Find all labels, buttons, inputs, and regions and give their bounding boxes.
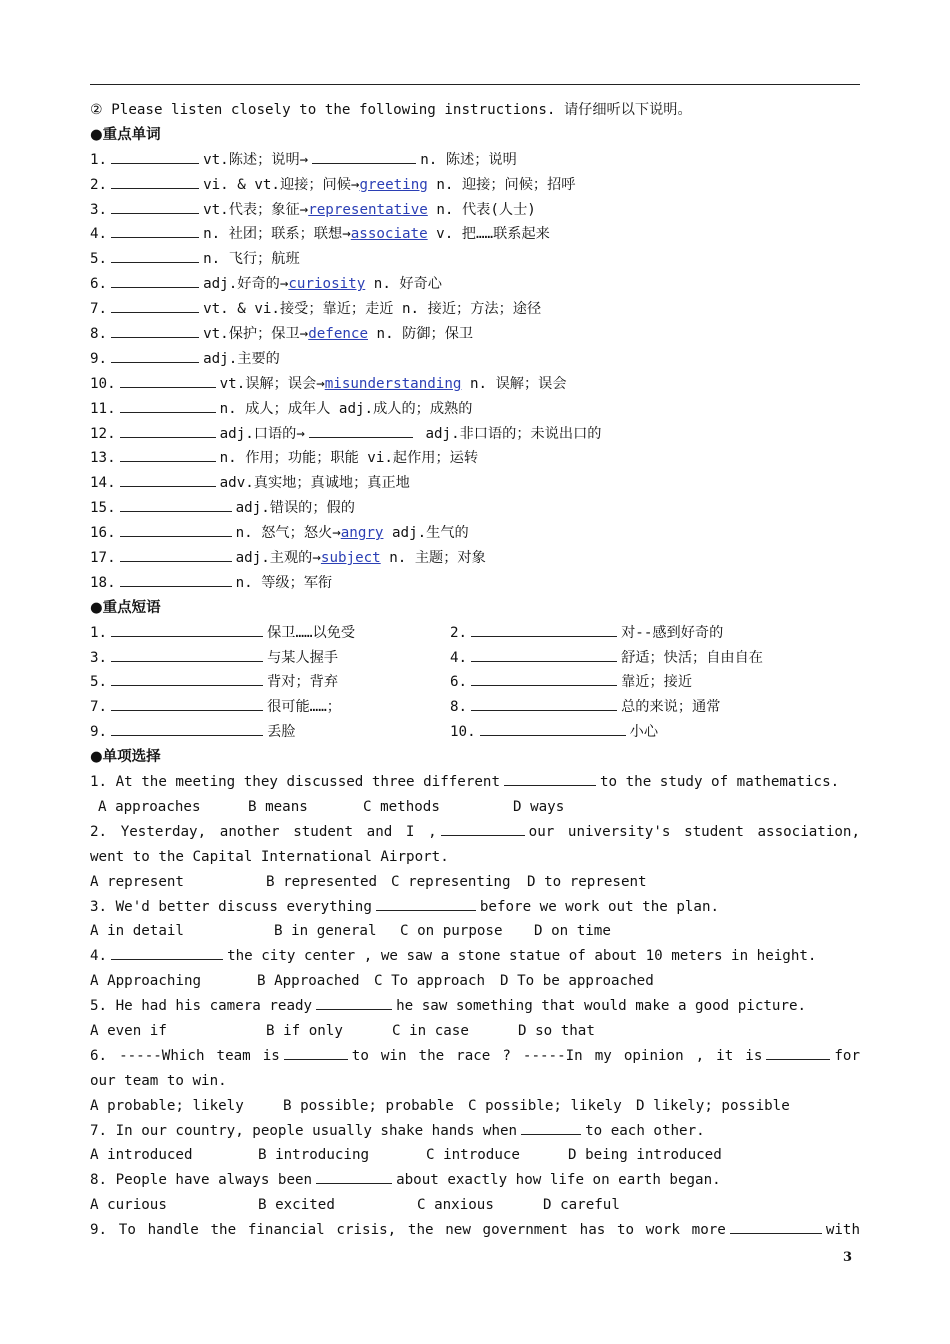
- phrase-row: [90, 720, 860, 745]
- option-d[interactable]: D to represent: [527, 873, 647, 890]
- phrase-right: [450, 621, 723, 646]
- phrase-meaning: 总的来说；通常: [621, 699, 721, 716]
- question-6-options: [90, 1094, 860, 1119]
- related-word-meaning: adj.生气的: [383, 525, 469, 542]
- related-word-meaning: n. 好奇心: [365, 276, 442, 293]
- option-c[interactable]: C possible; likely: [468, 1097, 622, 1114]
- phrase-number: 7.: [90, 699, 108, 716]
- answer-blank[interactable]: [376, 895, 476, 911]
- question-2-options: [90, 870, 860, 895]
- word-number: 8.: [90, 326, 108, 343]
- answer-blank[interactable]: [111, 322, 199, 338]
- related-word-link[interactable]: representative: [308, 201, 428, 218]
- phrase-meaning: 很可能……；: [267, 699, 341, 716]
- option-a[interactable]: A approaches: [98, 798, 201, 815]
- answer-blank[interactable]: [471, 695, 617, 711]
- question-9: 9. To handle the financial crisis, the new government has to work more with: [90, 1218, 860, 1243]
- related-word-meaning: n. 防御；保卫: [368, 326, 474, 343]
- word-meaning: vt.陈述；说明→: [203, 151, 309, 168]
- answer-blank[interactable]: [120, 471, 216, 487]
- option-a[interactable]: A Approaching: [90, 973, 202, 990]
- word-number: 5.: [90, 251, 108, 268]
- question-8: 8. People have always been about exactly how life on earth began.: [90, 1168, 860, 1193]
- answer-blank[interactable]: [471, 621, 617, 637]
- word-meaning: vt.保护；保卫→: [203, 326, 309, 343]
- word-number: 3.: [90, 201, 108, 218]
- related-word-link[interactable]: associate: [350, 226, 428, 243]
- answer-blank[interactable]: [111, 720, 263, 736]
- intro-line: ② Please listen closely to the following instructions. 请仔细听以下说明。: [90, 102, 692, 118]
- phrase-meaning: 丢脸: [267, 724, 296, 741]
- word-item: [90, 372, 860, 397]
- phrase-right: [450, 720, 658, 745]
- phrase-right: [450, 646, 763, 671]
- question-6-line-1: 6. -----Which team is to win the race ? -----In my opinion , it is for: [90, 1044, 860, 1069]
- phrase-row: [90, 646, 860, 671]
- word-item: [90, 148, 860, 173]
- answer-blank[interactable]: [120, 571, 232, 587]
- related-word-link[interactable]: greeting: [359, 176, 428, 193]
- word-number: 11.: [90, 400, 116, 417]
- phrase-number: 4.: [450, 649, 468, 666]
- answer-blank[interactable]: [111, 148, 199, 164]
- question-4-options: [90, 969, 860, 994]
- question-3-options: [90, 919, 860, 944]
- question-4: 4. the city center , we saw a stone statue of about 10 meters in height.: [90, 944, 860, 969]
- answer-blank[interactable]: [111, 347, 199, 363]
- answer-blank[interactable]: [111, 272, 199, 288]
- related-word-link[interactable]: defence: [308, 326, 368, 343]
- option-d[interactable]: D careful: [543, 1197, 620, 1214]
- phrase-number: 10.: [450, 724, 476, 741]
- question-7-options: [90, 1143, 860, 1168]
- answer-blank[interactable]: [316, 1168, 392, 1184]
- word-item: [90, 222, 860, 247]
- option-a[interactable]: A curious: [90, 1197, 167, 1214]
- phrase-meaning: 对--感到好奇的: [621, 624, 724, 641]
- word-meaning: vi. & vt.迎接；问候→: [203, 176, 360, 193]
- phrase-meaning: 靠近；接近: [621, 674, 693, 691]
- option-a[interactable]: A represent: [90, 873, 184, 890]
- word-number: 7.: [90, 301, 108, 318]
- answer-blank[interactable]: [312, 148, 416, 164]
- word-item: [90, 322, 860, 347]
- word-meaning: adj.主观的→: [235, 550, 321, 567]
- option-a[interactable]: A in detail: [90, 923, 184, 940]
- phrase-number: 1.: [90, 624, 108, 641]
- phrase-meaning: 背对；背弃: [267, 674, 339, 691]
- word-item: [90, 471, 860, 496]
- option-a[interactable]: A even if: [90, 1022, 167, 1039]
- question-1-options: [90, 795, 860, 820]
- answer-blank[interactable]: [120, 372, 216, 388]
- word-item: [90, 422, 860, 447]
- word-number: 12.: [90, 425, 116, 442]
- word-number: 13.: [90, 450, 116, 467]
- word-item: [90, 247, 860, 272]
- word-meaning: adj.口语的→: [219, 425, 305, 442]
- answer-blank[interactable]: [284, 1044, 348, 1060]
- answer-blank[interactable]: [111, 695, 263, 711]
- word-item: [90, 297, 860, 322]
- word-meaning: vt. & vi.接受；靠近；走近 n. 接近；方法；途径: [203, 301, 542, 318]
- phrase-row: [90, 670, 860, 695]
- word-meaning: vt.误解；误会→: [219, 375, 325, 392]
- question-6-line-2: our team to win.: [90, 1072, 227, 1089]
- word-number: 6.: [90, 276, 108, 293]
- option-b[interactable]: B introducing: [258, 1147, 370, 1164]
- option-b[interactable]: B if only: [266, 1022, 343, 1039]
- word-item: [90, 496, 860, 521]
- section-phrases-heading: ●重点短语: [90, 599, 161, 616]
- option-b[interactable]: B excited: [258, 1197, 335, 1214]
- phrase-number: 2.: [450, 624, 468, 641]
- answer-blank[interactable]: [471, 670, 617, 686]
- option-c[interactable]: C introduce: [426, 1147, 520, 1164]
- word-number: 9.: [90, 350, 108, 367]
- answer-blank[interactable]: [120, 521, 232, 537]
- word-number: 16.: [90, 525, 116, 542]
- word-number: 17.: [90, 550, 116, 567]
- word-item: [90, 397, 860, 422]
- word-meaning: adj.错误的；假的: [235, 500, 355, 517]
- phrase-number: 6.: [450, 674, 468, 691]
- related-word-meaning: n. 迎接；问候；招呼: [427, 176, 576, 193]
- related-word-meaning: n. 主题；对象: [380, 550, 486, 567]
- phrase-right: [450, 670, 692, 695]
- page-number: 3: [843, 1250, 853, 1265]
- answer-blank[interactable]: [120, 422, 216, 438]
- phrases-list: [90, 621, 860, 745]
- question-2-line-1: 2. Yesterday, another student and I , our university's student association,: [90, 820, 860, 845]
- answer-blank[interactable]: [120, 446, 216, 462]
- words-list: [90, 148, 860, 596]
- related-word-link[interactable]: misunderstanding: [324, 375, 462, 392]
- answer-blank[interactable]: [730, 1218, 822, 1234]
- question-1: 1. At the meeting they discussed three different to the study of mathematics.: [90, 770, 860, 795]
- answer-blank[interactable]: [309, 422, 413, 438]
- word-meaning: n. 作用；功能；职能 vi.起作用；运转: [219, 450, 479, 467]
- related-word-meaning: n. 代表(人士): [427, 201, 536, 218]
- word-meaning: n. 社团；联系；联想→: [203, 226, 351, 243]
- related-word-meaning: n. 误解；误会: [461, 375, 567, 392]
- word-meaning: n. 成人；成年人 adj.成人的；成熟的: [219, 400, 473, 417]
- word-item: [90, 571, 860, 596]
- word-item: [90, 347, 860, 372]
- answer-blank[interactable]: [111, 247, 199, 263]
- answer-blank[interactable]: [111, 670, 263, 686]
- header-rule: [90, 84, 860, 85]
- phrase-number: 5.: [90, 674, 108, 691]
- option-b[interactable]: B means: [248, 798, 308, 815]
- phrase-meaning: 舒适；快活；自由自在: [621, 649, 763, 666]
- answer-blank[interactable]: [111, 173, 199, 189]
- answer-blank[interactable]: [471, 646, 617, 662]
- question-5-options: [90, 1019, 860, 1044]
- word-item: [90, 521, 860, 546]
- phrase-number: 9.: [90, 724, 108, 741]
- answer-blank[interactable]: [120, 546, 232, 562]
- option-b[interactable]: B represented: [266, 873, 378, 890]
- word-meaning: adj.主要的: [203, 350, 280, 367]
- word-meaning: vt.代表；象征→: [203, 201, 309, 218]
- answer-blank[interactable]: [480, 720, 626, 736]
- option-b[interactable]: B Approached: [257, 973, 360, 990]
- phrase-number: 3.: [90, 649, 108, 666]
- word-item: [90, 546, 860, 571]
- answer-blank[interactable]: [111, 222, 199, 238]
- word-number: 14.: [90, 475, 116, 492]
- option-d[interactable]: D ways: [513, 798, 565, 815]
- answer-blank[interactable]: [120, 397, 216, 413]
- section-words-heading: ●重点单词: [90, 126, 161, 143]
- question-8-options: [90, 1193, 860, 1218]
- option-a[interactable]: A introduced: [90, 1147, 193, 1164]
- word-number: 15.: [90, 500, 116, 517]
- section-choice-heading: ●单项选择: [90, 749, 161, 766]
- phrase-row: [90, 621, 860, 646]
- option-d[interactable]: D on time: [534, 923, 611, 940]
- answer-blank[interactable]: [120, 496, 232, 512]
- option-c[interactable]: C on purpose: [400, 923, 503, 940]
- option-a[interactable]: A probable; likely: [90, 1097, 244, 1114]
- related-word-link[interactable]: subject: [320, 550, 381, 567]
- question-5: 5. He had his camera ready he saw something that would make a good picture.: [90, 994, 860, 1019]
- word-meaning: adj.好奇的→: [203, 276, 289, 293]
- related-word-meaning: v. 把……联系起来: [427, 226, 550, 243]
- question-3: 3. We'd better discuss everything before we work out the plan.: [90, 895, 860, 920]
- answer-blank[interactable]: [111, 621, 263, 637]
- word-number: 4.: [90, 226, 108, 243]
- phrase-meaning: 小心: [629, 724, 659, 741]
- option-d[interactable]: D To be approached: [500, 973, 654, 990]
- word-meaning: n. 怒气；怒火→: [235, 525, 341, 542]
- answer-blank[interactable]: [111, 944, 223, 960]
- related-word-meaning: adj.非口语的；未说出口的: [416, 425, 602, 442]
- phrase-right: [450, 695, 720, 720]
- option-c[interactable]: C in case: [392, 1022, 469, 1039]
- word-item: [90, 173, 860, 198]
- answer-blank[interactable]: [504, 770, 596, 786]
- answer-blank[interactable]: [766, 1044, 830, 1060]
- word-meaning: n. 飞行；航班: [203, 251, 300, 268]
- word-number: 18.: [90, 574, 116, 591]
- answer-blank[interactable]: [316, 994, 392, 1010]
- answer-blank[interactable]: [111, 297, 199, 313]
- question-7: 7. In our country, people usually shake hands when to each other.: [90, 1119, 860, 1144]
- phrase-number: 8.: [450, 699, 468, 716]
- option-b[interactable]: B possible; probable: [283, 1097, 454, 1114]
- phrase-row: [90, 695, 860, 720]
- word-item: [90, 272, 860, 297]
- word-number: 1.: [90, 151, 108, 168]
- word-item: [90, 198, 860, 223]
- answer-blank[interactable]: [111, 198, 199, 214]
- word-meaning: adv.真实地；真诚地；真正地: [219, 475, 410, 492]
- related-word-link[interactable]: curiosity: [288, 276, 366, 293]
- word-number: 2.: [90, 176, 108, 193]
- answer-blank[interactable]: [441, 820, 525, 836]
- answer-blank[interactable]: [521, 1119, 581, 1135]
- word-item: [90, 446, 860, 471]
- option-c[interactable]: C anxious: [417, 1197, 494, 1214]
- option-d[interactable]: D being introduced: [568, 1147, 722, 1164]
- answer-blank[interactable]: [111, 646, 263, 662]
- word-number: 10.: [90, 375, 116, 392]
- question-2-line-2: went to the Capital International Airport.: [90, 848, 449, 865]
- word-meaning: n. 等级；军衔: [235, 574, 333, 591]
- option-b[interactable]: B in general: [274, 923, 377, 940]
- option-c[interactable]: C To approach: [374, 973, 486, 990]
- phrase-meaning: 与某人握手: [267, 649, 339, 666]
- option-c[interactable]: C methods: [363, 798, 440, 815]
- related-word-link[interactable]: angry: [340, 525, 384, 542]
- related-word-meaning: n. 陈述；说明: [420, 151, 517, 168]
- option-c[interactable]: C representing: [391, 873, 511, 890]
- phrase-meaning: 保卫……以免受: [267, 624, 356, 641]
- worksheet-page: [90, 98, 860, 1243]
- option-d[interactable]: D so that: [518, 1022, 595, 1039]
- option-d[interactable]: D likely; possible: [636, 1097, 790, 1114]
